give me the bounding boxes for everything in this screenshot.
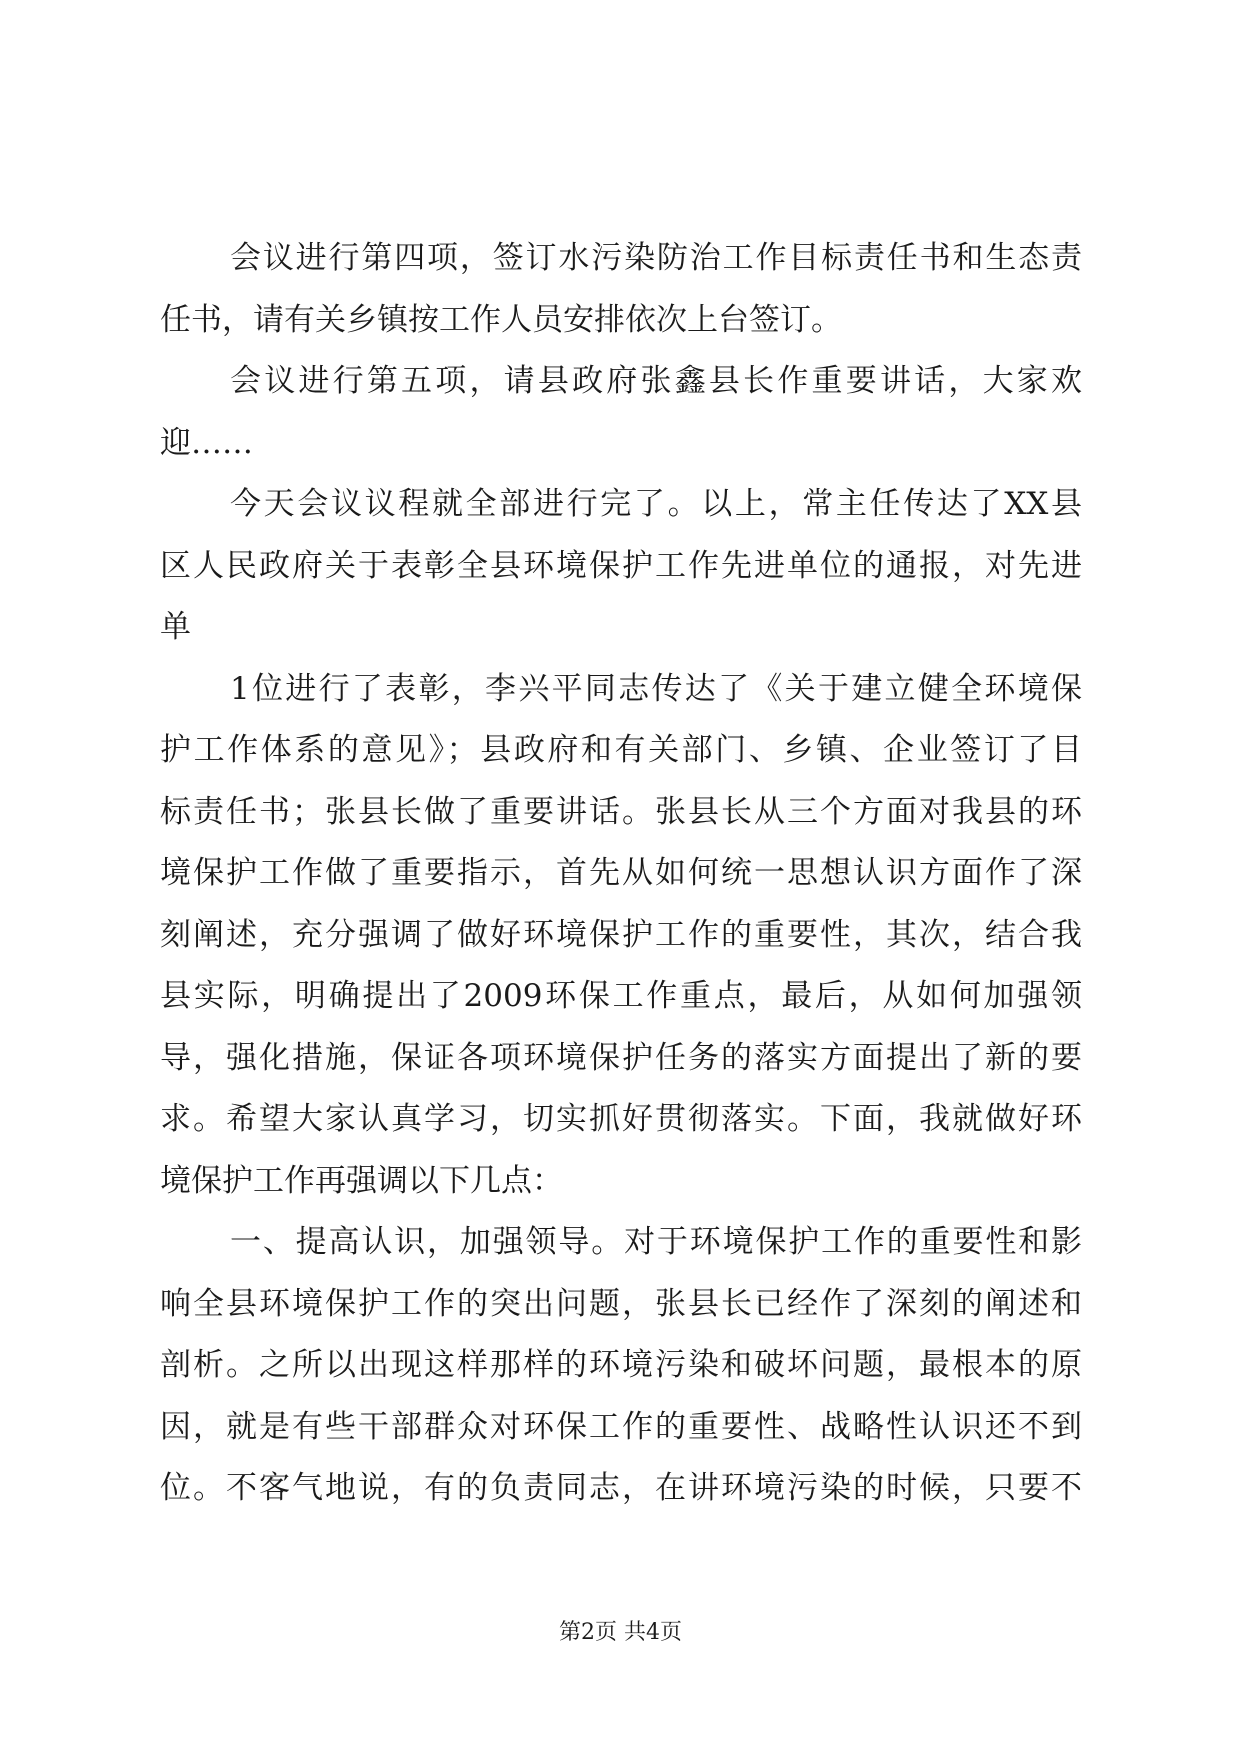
text-line: 一、提高认识，加强领导。对于环境保护工作的重要性和影 — [230, 1224, 1082, 1260]
text-line: 境保护工作再强调以下几点： — [160, 1162, 563, 1199]
text-line: 单 — [160, 609, 191, 645]
text-line: 迎…… — [160, 424, 253, 461]
text-line: 区人民政府关于表彰全县环境保护工作先进单位的通报，对先进 — [160, 547, 1082, 584]
text-line: 因，就是有些干部群众对环保工作的重要性、战略性认识还不到 — [160, 1408, 1082, 1445]
page-footer — [0, 1618, 1241, 1648]
text-line: 1位进行了表彰，李兴平同志传达了《关于建立健全环境保 — [230, 670, 1082, 707]
text-line: 会议进行第四项，签订水污染防治工作目标责任书和生态责 — [230, 240, 1082, 276]
text-line: 任书，请有关乡镇按工作人员安排依次上台签订。 — [160, 301, 842, 338]
text-line: 护工作体系的意见》；县政府和有关部门、乡镇、企业签订了目 — [160, 732, 1082, 768]
document-body — [160, 228, 1082, 1520]
text-line: 今天会议议程就全部进行完了。以上，常主任传达了XX县 — [230, 486, 1082, 522]
text-line: 会议进行第五项，请县政府张鑫县长作重要讲话，大家欢 — [230, 363, 1082, 399]
text-line: 境保护工作做了重要指示，首先从如何统一思想认识方面作了深 — [160, 855, 1082, 891]
text-line: 县实际，明确提出了2009环保工作重点，最后，从如何加强领 — [160, 978, 1082, 1014]
text-line: 导，强化措施，保证各项环境保护任务的落实方面提出了新的要 — [160, 1039, 1082, 1076]
page-number: 第2页 共4页 — [559, 1620, 682, 1645]
text-line: 剖析。之所以出现这样那样的环境污染和破坏问题，最根本的原 — [160, 1347, 1082, 1383]
text-line: 标责任书；张县长做了重要讲话。张县长从三个方面对我县的环 — [160, 793, 1082, 830]
text-line: 位。不客气地说，有的负责同志，在讲环境污染的时候，只要不 — [160, 1470, 1082, 1506]
text-line: 响全县环境保护工作的突出问题，张县长已经作了深刻的阐述和 — [160, 1285, 1082, 1322]
text-line: 求。希望大家认真学习，切实抓好贯彻落实。下面，我就做好环 — [160, 1101, 1082, 1137]
text-line: 刻阐述，充分强调了做好环境保护工作的重要性，其次，结合我 — [160, 916, 1082, 953]
